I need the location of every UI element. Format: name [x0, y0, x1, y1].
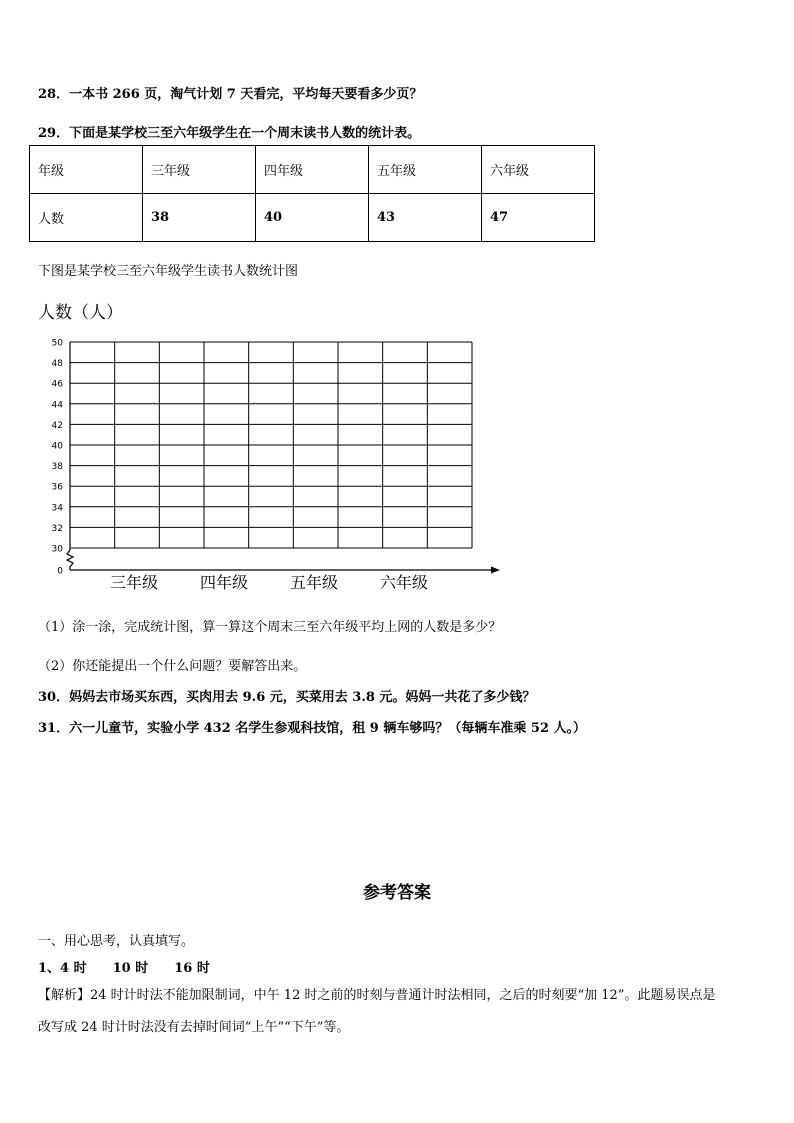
question-29: 29．下面是某学校三至六年级学生在一个周末读书人数的统计表。	[38, 126, 421, 141]
reading-stats-table	[29, 145, 595, 242]
question-31: 31．六一儿童节，实验小学 432 名学生参观科技馆，租 9 辆车够吗？（每辆车准乘 52 人。）	[38, 721, 587, 736]
table-cell: 38	[143, 194, 256, 242]
x-category-label: 六年级	[379, 573, 429, 592]
question-29-part-1: （1）涂一涂，完成统计图，算一算这个周末三至六年级平均上网的人数是多少？	[38, 620, 502, 635]
table-cell: 年级	[30, 146, 143, 194]
y-axis-label: 人数（人）	[38, 303, 123, 323]
x-category-label: 五年级	[289, 573, 339, 592]
y-tick-label: 48	[51, 359, 63, 370]
y-tick-label: 46	[51, 379, 63, 390]
question-30: 30．妈妈去市场买东西，买肉用去 9.6 元，买菜用去 3.8 元。妈妈一共花了多少钱？	[38, 690, 536, 705]
analysis-line: 【解析】24 时计时法不能加限制词，中午 12 时之前的时刻与普通计时法相同，之后的时刻要“加 12”。此题易误点是	[38, 988, 716, 1003]
axis-break-mark	[67, 550, 73, 570]
y-tick-label: 40	[51, 441, 63, 452]
y-tick-label: 30	[51, 544, 63, 555]
table-cell: 五年级	[369, 146, 482, 194]
table-cell: 47	[482, 194, 595, 242]
y-tick-label: 42	[51, 420, 63, 431]
table-cell: 三年级	[143, 146, 256, 194]
table-cell: 人数	[30, 194, 143, 242]
analysis-paragraph	[38, 980, 758, 1044]
y-tick-label: 34	[51, 503, 63, 514]
table-row	[30, 194, 595, 242]
table-cell: 四年级	[256, 146, 369, 194]
table-cell: 43	[369, 194, 482, 242]
x-axis-arrow	[491, 567, 500, 574]
chart-caption: 下图是某学校三至六年级学生读书人数统计图	[38, 264, 299, 279]
table-cell: 40	[256, 194, 369, 242]
section-heading: 一、用心思考，认真填写。	[38, 934, 195, 949]
answer-1: 1、4 时 10 时 16 时	[38, 961, 210, 976]
y-tick-label: 44	[51, 400, 63, 411]
y-tick-label: 32	[51, 523, 63, 534]
y-tick-label: 0	[57, 566, 63, 577]
x-category-label: 四年级	[199, 573, 249, 592]
question-29-part-2: （2）你还能提出一个什么问题？要解答出来。	[38, 659, 307, 674]
answer-heading: 参考答案	[363, 883, 431, 903]
y-tick-label: 50	[51, 338, 63, 349]
y-tick-label: 38	[51, 462, 63, 473]
table-row	[30, 146, 595, 194]
question-28: 28．一本书 266 页，淘气计划 7 天看完，平均每天要看多少页？	[38, 87, 423, 102]
bar-chart	[28, 298, 508, 596]
y-tick-label: 36	[51, 482, 63, 493]
table-cell: 六年级	[482, 146, 595, 194]
analysis-line: 改写成 24 时计时法没有去掉时间词“上午”“下午”等。	[38, 1020, 350, 1035]
x-category-label: 三年级	[109, 573, 159, 592]
